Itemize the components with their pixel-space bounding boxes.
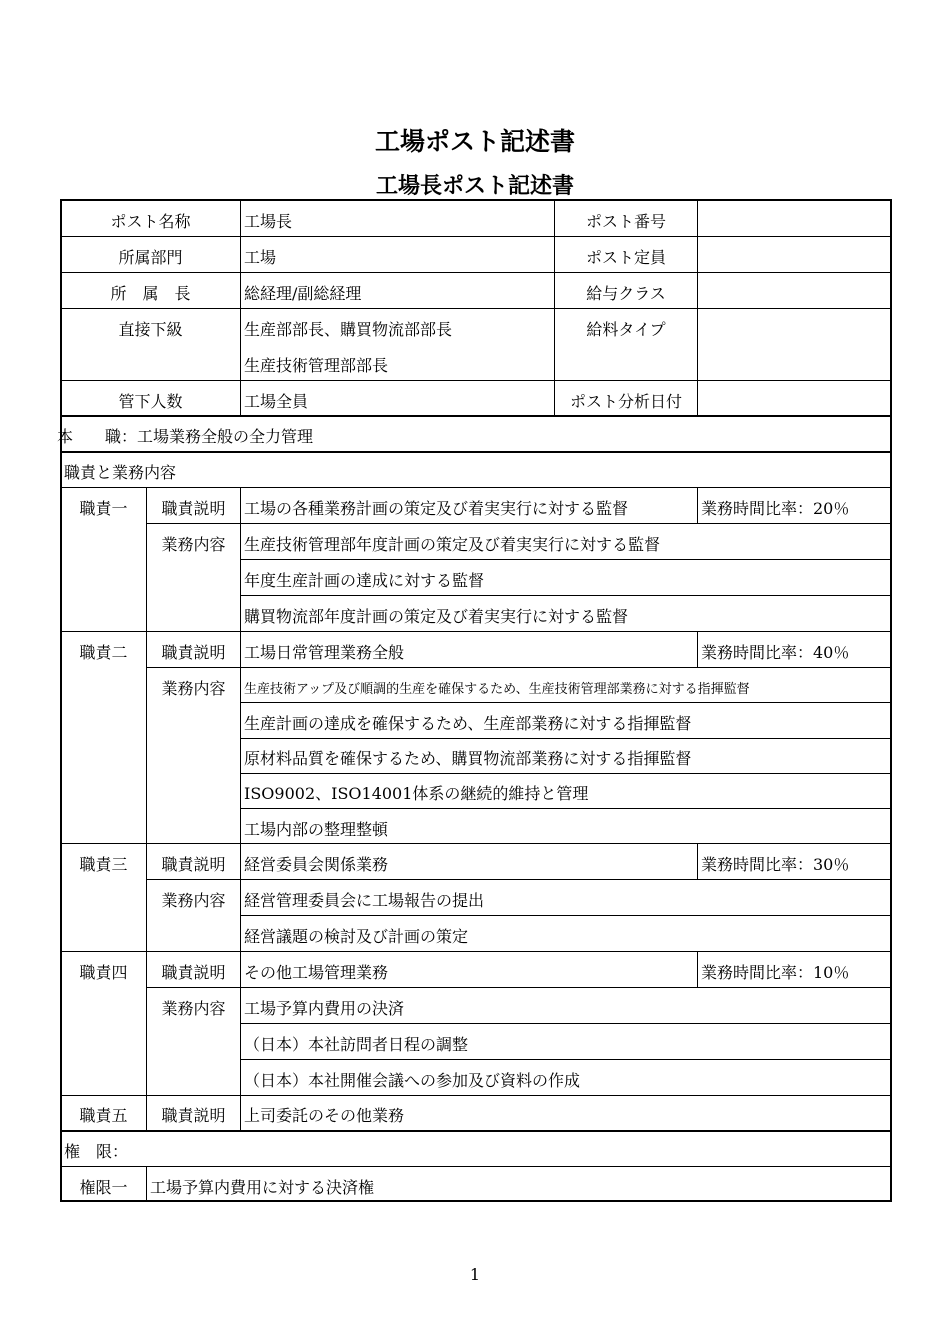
subordinate-label: 直接下級 (118, 320, 183, 339)
headcount-value: 工場全員 (244, 392, 309, 411)
quota-label: ポスト定員 (585, 248, 666, 267)
duty-4-content-1: 工場予算内費用の決済 (244, 999, 405, 1018)
duty-2-name: 職責二 (79, 643, 128, 662)
post-description-table (60, 199, 892, 1202)
duty-4-content-3: （日本）本社開催会議への参加及び資料の作成 (244, 1071, 581, 1090)
authority-1-name: 権限一 (79, 1178, 128, 1197)
post-name-label: ポスト名称 (110, 212, 191, 231)
duty-4-content-label: 業務内容 (161, 999, 226, 1018)
duty-2-time-ratio: 業務時間比率：40％ (701, 643, 850, 662)
pay-type-label: 給料タイプ (586, 320, 666, 339)
analysis-date-label: ポスト分析日付 (569, 392, 682, 411)
page-number: 1 (469, 1265, 481, 1284)
duty-3-time-ratio: 業務時間比率：30％ (701, 855, 850, 874)
duty-5-name: 職責五 (79, 1106, 128, 1125)
duty-2-description: 工場日常管理業務全般 (244, 643, 405, 662)
duty-2-content-2: 生産計画の達成を確保するため、生産部業務に対する指揮監督 (244, 714, 692, 733)
duty-4-desc-label: 職責説明 (161, 963, 226, 982)
main-duty: 本 職：工場業務全般の全力管理 (57, 427, 314, 446)
duty-3-description: 経営委員会関係業務 (244, 855, 389, 874)
duty-3-content-2: 経営議題の検討及び計画の策定 (244, 927, 469, 946)
duty-2-desc-label: 職責説明 (161, 643, 226, 662)
duty-4-description: その他工場管理業務 (244, 963, 389, 982)
duty-1-content-1: 生産技術管理部年度計画の策定及び着実実行に対する監督 (244, 535, 661, 554)
superior-label: 所 属 長 (110, 284, 191, 303)
duty-2-content-3: 原材料品質を確保するため、購買物流部業務に対する指揮監督 (244, 749, 692, 768)
duty-1-desc-label: 職責説明 (161, 499, 226, 518)
duty-1-description: 工場の各種業務計画の策定及び着実実行に対する監督 (244, 499, 629, 518)
duty-5-description: 上司委託のその他業務 (244, 1106, 405, 1125)
dept-label: 所属部門 (118, 248, 183, 267)
pay-class-label: 給与クラス (586, 284, 666, 303)
duty-3-name: 職責三 (79, 855, 128, 874)
duty-2-content-4: ISO9002、ISO14001体系の継続的維持と管理 (244, 784, 589, 803)
duty-3-content-label: 業務内容 (161, 891, 226, 910)
post-name-value: 工場長 (244, 212, 293, 231)
subordinate-value-1: 生産部部長、購買物流部部長 (244, 320, 453, 339)
duty-4-content-2: （日本）本社訪問者日程の調整 (244, 1035, 469, 1054)
duty-3-desc-label: 職責説明 (161, 855, 226, 874)
duty-5-desc-label: 職責説明 (161, 1106, 226, 1125)
duty-2-content-5: 工場内部の整理整頓 (244, 820, 389, 839)
duty-2-content-1: 生産技術アップ及び順調的生産を確保するため、生産技術管理部業務に対する指揮監督 (244, 682, 750, 697)
authority-heading: 権 限： (64, 1142, 129, 1161)
superior-value: 総経理/副総経理 (244, 284, 362, 303)
duty-1-name: 職責一 (79, 499, 128, 518)
duties-heading: 職責と業務内容 (64, 463, 177, 482)
document-title: 工場ポスト記述書 (374, 127, 575, 156)
subordinate-value-2: 生産技術管理部部長 (244, 356, 389, 375)
duty-1-content-3: 購買物流部年度計画の策定及び着実実行に対する監督 (244, 607, 629, 626)
duty-4-time-ratio: 業務時間比率：10％ (701, 963, 850, 982)
duty-4-name: 職責四 (79, 963, 128, 982)
dept-value: 工場 (244, 248, 277, 267)
duty-3-content-1: 経営管理委員会に工場報告の提出 (244, 891, 485, 910)
authority-1-content: 工場予算内費用に対する決済権 (150, 1178, 375, 1197)
post-no-label: ポスト番号 (585, 212, 666, 231)
duty-1-content-label: 業務内容 (161, 535, 226, 554)
duty-1-content-2: 年度生産計画の達成に対する監督 (244, 571, 485, 590)
document-subtitle: 工場長ポスト記述書 (375, 174, 574, 199)
headcount-label: 管下人数 (118, 392, 183, 411)
duty-1-time-ratio: 業務時間比率：20％ (701, 499, 850, 518)
duty-2-content-label: 業務内容 (161, 679, 226, 698)
